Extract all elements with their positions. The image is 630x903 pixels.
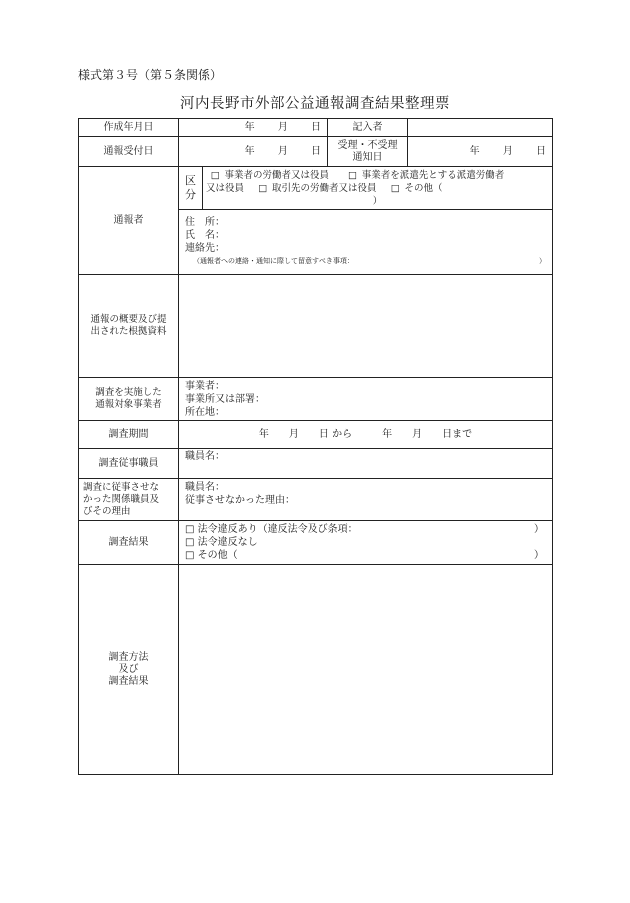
month-label: 月 [277,145,288,157]
reporter-name: 氏 名： [185,230,225,241]
reporter-note-close: ） [539,257,546,265]
reporter-address: 住 所： [185,217,225,228]
summary-label-line2: 出された根拠資料 [90,326,167,337]
target-business: 事業者： [185,380,225,392]
row-excluded [79,479,553,521]
result-options [179,521,553,565]
excluded-field[interactable] [179,479,553,521]
row-target [79,378,553,421]
option-dispatched-cont: 又は役員 [206,182,245,194]
year-label: 年 [244,145,255,157]
category-options [203,167,553,210]
received-date-label: 通報受付日 [79,137,179,167]
option-dispatched: 事業者を派遣先とする派遣労働者 [361,169,505,181]
day-label: 日 [311,145,321,157]
excluded-staff-name: 職員名： [185,482,225,493]
summary-label-line1: 通報の概要及び提 [90,314,167,325]
checkbox-violation[interactable]: □ [185,524,195,535]
notice-date-field[interactable] [408,137,553,167]
created-date-field[interactable] [179,119,328,137]
checkbox-employee[interactable]: □ [210,169,220,181]
period-label: 調査期間 [79,421,179,449]
staff-field[interactable]: 職員名： [179,449,553,479]
reporter-contact: 連絡先： [185,243,225,254]
option-other: その他（ [404,182,443,194]
day-label: 日 [311,121,321,133]
staff-label: 調査従事職員 [79,449,179,479]
excluded-label-line3: びその理由 [83,505,131,517]
received-date-field[interactable] [179,137,328,167]
checkbox-other[interactable]: □ [390,182,400,194]
category-label [179,167,203,210]
page-title: 河内長野市外部公益通報調査結果整理票 [180,96,450,112]
result-label: 調査結果 [79,521,179,565]
checkbox-no-violation[interactable]: □ [185,537,195,548]
category-label-line1: 区 [185,174,196,187]
option-result-other-close: ） [534,550,544,561]
reporter-label: 通報者 [79,167,179,275]
method-label-line3: 調査結果 [108,675,149,687]
row-staff [79,449,553,479]
excluded-label [79,479,179,521]
checkbox-dispatched[interactable]: □ [348,169,357,181]
created-date-label: 作成年月日 [79,119,179,137]
day-label: 日 [536,145,546,157]
option-client: 取引先の労働者又は役員 [272,182,377,194]
category-label-line2: 分 [185,188,196,201]
row-received [79,137,553,167]
notice-date-label [328,137,408,167]
target-label-line2: 通報対象事業者 [95,399,162,410]
option-employee: 事業者の労働者又は役員 [224,169,329,181]
method-label-line2: 及び [118,663,139,675]
option-other-close: ） [372,195,383,207]
summary-field[interactable] [179,275,553,378]
checkbox-client[interactable]: □ [258,182,268,194]
row-result [79,521,553,565]
method-field[interactable] [179,565,553,775]
month-label: 月 [277,121,288,133]
reporter-info[interactable] [179,210,553,275]
year-label: 年 [469,145,480,157]
row-created [79,119,553,137]
year-label: 年 [244,121,255,133]
reporter-note: （通報者への連絡・通知に際して留意すべき事項： ） [185,255,546,268]
row-reporter-category [79,167,553,210]
target-label [79,378,179,421]
method-label-line1: 調査方法 [108,651,149,663]
form-number: 様式第３号（第５条関係） [78,68,223,82]
period-field[interactable]: 年 月 日 から 年 月 日まで [179,421,553,449]
recorder-label: 記入者 [328,119,408,137]
target-office: 事業所又は部署： [185,393,265,405]
option-violation: 法令違反あり（違反法令及び条項： [197,524,358,535]
option-result-other: その他（ [197,550,238,561]
option-no-violation: 法令違反なし [197,537,258,548]
target-label-line1: 調査を実施した [95,387,162,398]
checkbox-result-other[interactable]: □ [185,550,195,561]
summary-label [79,275,179,378]
excluded-reason: 従事させなかった理由： [185,495,295,506]
row-method [79,565,553,775]
report-form-table [78,118,553,775]
recorder-field[interactable] [408,119,553,137]
month-label: 月 [502,145,513,157]
notice-date-label-line2: 通知日 [352,151,383,163]
notice-date-label-line1: 受理・不受理 [337,139,398,151]
excluded-label-line2: かった関係職員及 [83,493,160,505]
option-violation-close: ） [534,524,544,535]
row-summary [79,275,553,378]
target-location: 所在地： [185,406,225,418]
row-period [79,421,553,449]
target-field[interactable] [179,378,553,421]
method-label [79,565,179,775]
excluded-label-line1: 調査に従事させな [83,481,160,493]
